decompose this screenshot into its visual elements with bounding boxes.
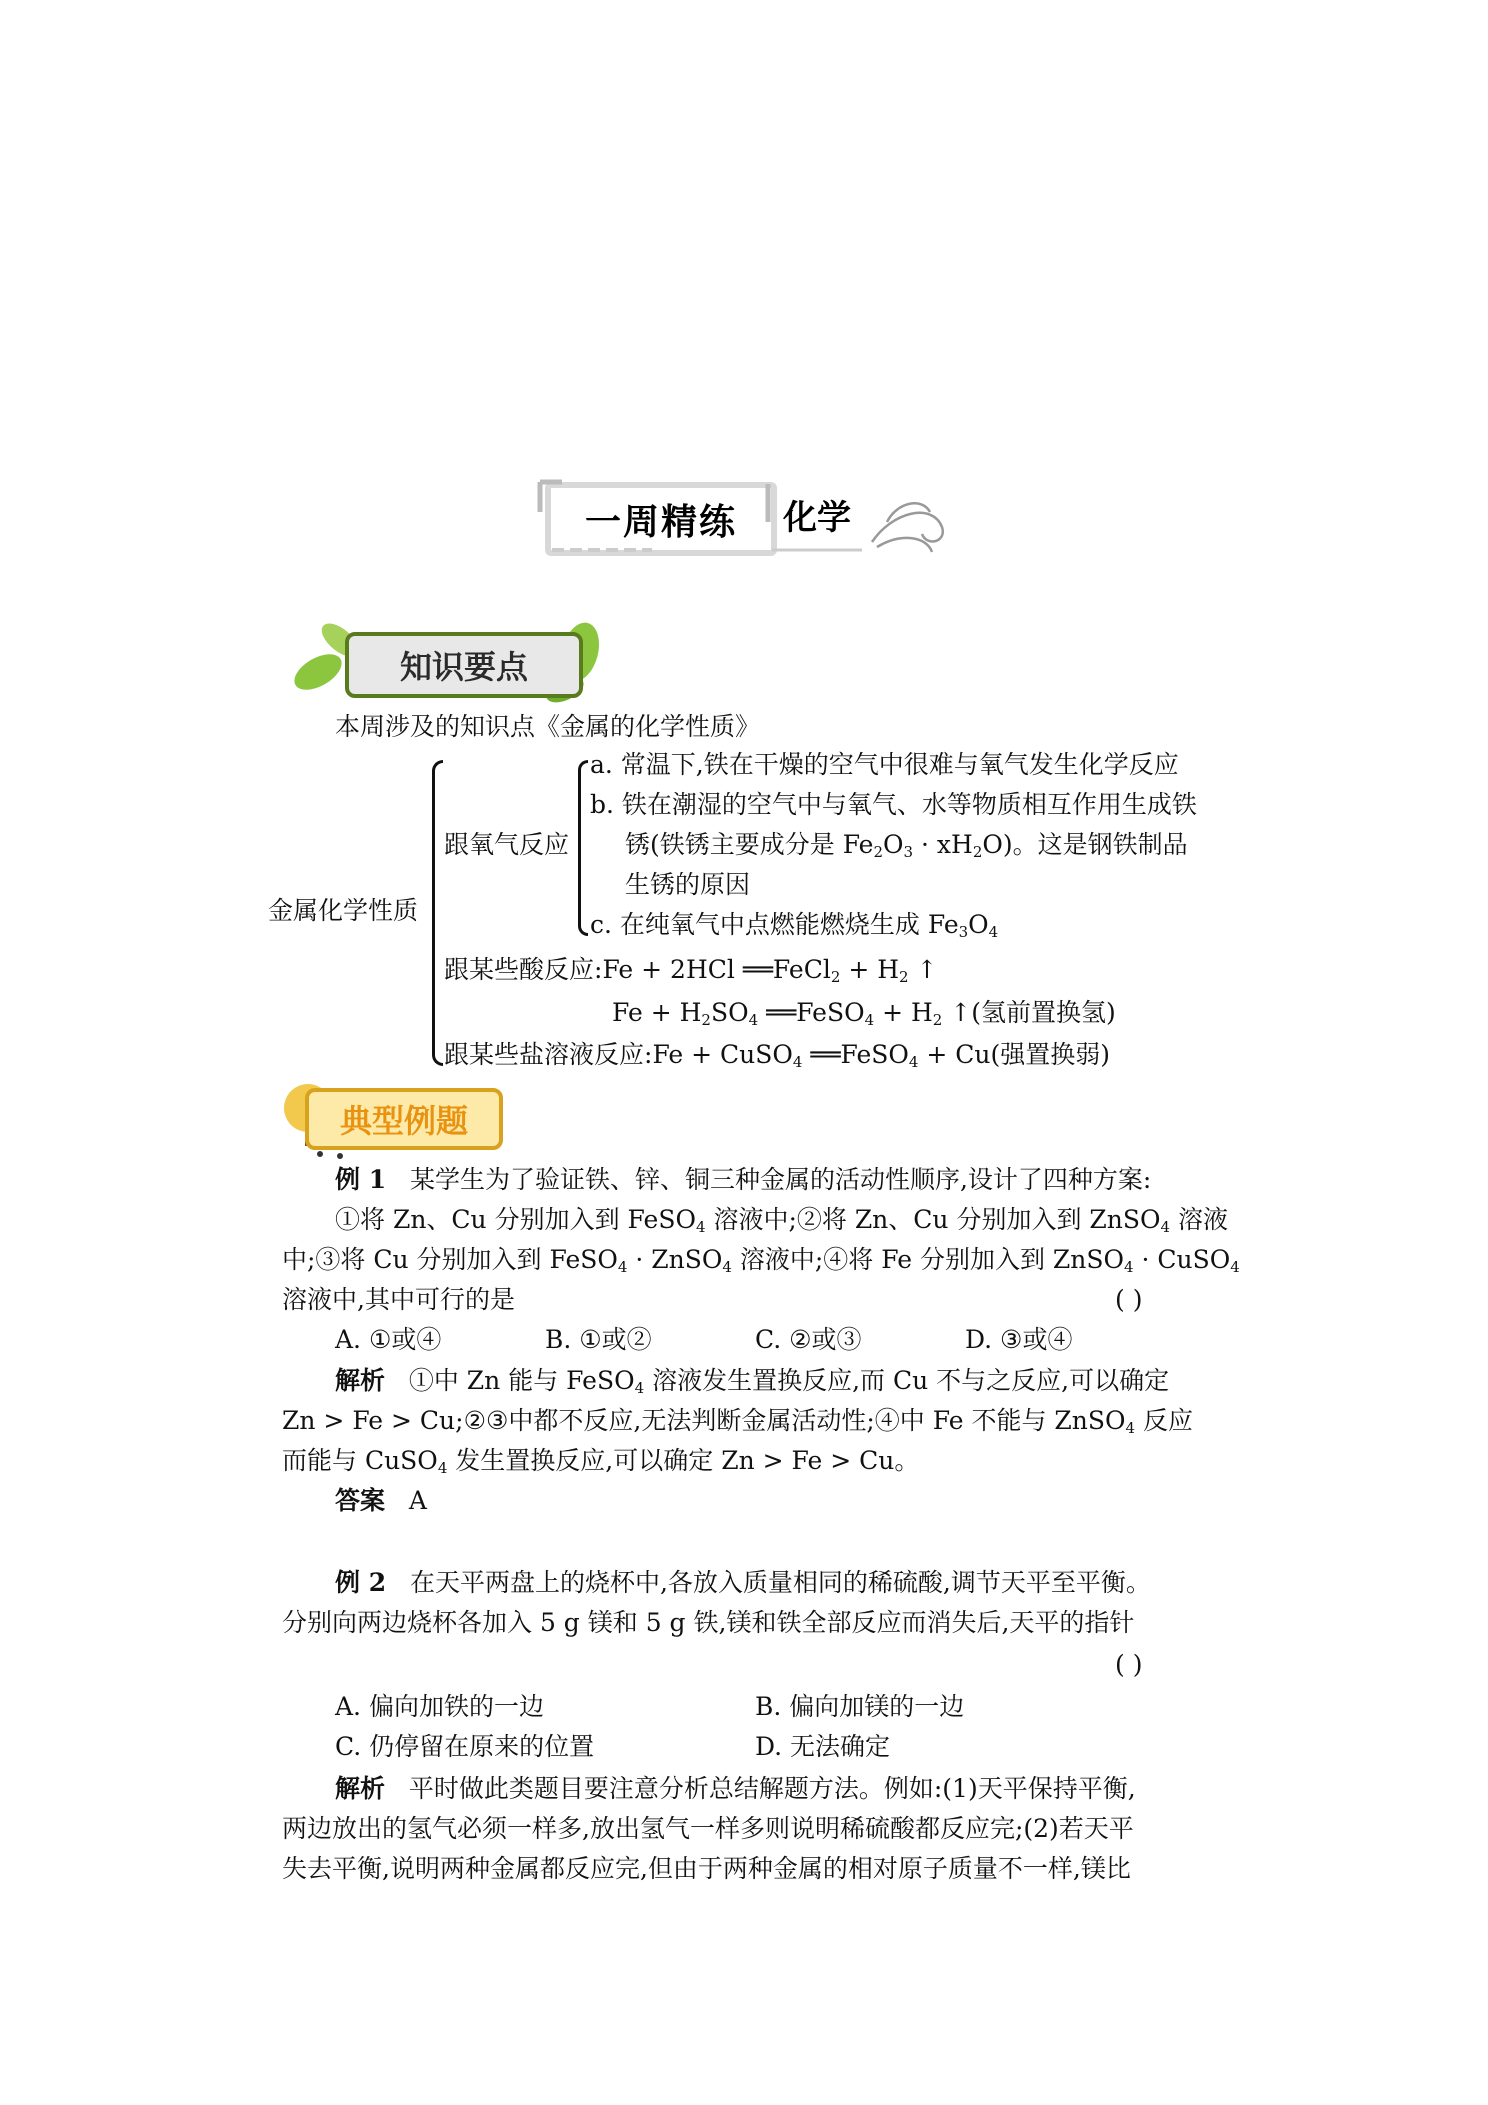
ex2-analysis-line3: 失去平衡,说明两种金属都反应完,但由于两种金属的相对原子质量不一样,镁比 (282, 1854, 1131, 1883)
ex1-analysis-line2: Zn > Fe > Cu;②③中都不反应,无法判断金属活动性;④中 Fe 不能与 ZnSO$_4$ 反应 (282, 1406, 1193, 1437)
header-title: 一周精练 (584, 501, 737, 543)
ex1-analysis-line1: 解析 ①中 Zn 能与 FeSO$_4$ 溶液发生置换反应,而 Cu 不与之反应,可以确定 (335, 1366, 1170, 1397)
tree-root-label: 金属化学性质 (268, 896, 419, 925)
ex1-label: 例 1 (335, 1165, 387, 1194)
header-subject: 化学 (783, 498, 851, 538)
oxygen-label: 跟氧气反应 (444, 830, 570, 859)
section-badge-examples-label: 典型例题 (339, 1102, 468, 1140)
ex2-option-b: B. 偏向加镁的一边 (755, 1692, 965, 1721)
ex2-option-d: D. 无法确定 (755, 1732, 891, 1761)
root-brace (432, 760, 443, 1066)
ex2-answer-paren: ( ) (1115, 1650, 1143, 1679)
oxygen-item-a: a. 常温下,铁在干燥的空气中很难与氧气发生化学反应 (590, 750, 1179, 779)
acid-reaction-2: $Fe + H_2SO_4$ ══FeSO$_4$ + $H_2$ ↑(氢前置换氢) (612, 998, 1116, 1029)
ex1-option-d: D. ③或④ (965, 1325, 1073, 1354)
ex2-analysis-line2: 两边放出的氢气必须一样多,放出氢气一样多则说明稀硫酸都反应完;(2)若天平 (282, 1814, 1134, 1843)
ex2-analysis-line1: 解析 平时做此类题目要注意分析总结解题方法。例如:(1)天平保持平衡, (335, 1774, 1136, 1803)
section-badge-knowledge-label: 知识要点 (399, 648, 528, 686)
oxygen-item-b3: 生锈的原因 (625, 870, 751, 899)
ex2-label: 例 2 (335, 1568, 387, 1597)
oxygen-item-b1: b. 铁在潮湿的空气中与氧气、水等物质相互作用生成铁 (590, 790, 1197, 819)
ex1-option-a: A. ①或④ (335, 1325, 442, 1354)
ex1-question-line3: 中;③将 Cu 分别加入到 FeSO$_4$ · ZnSO$_4$ 溶液中;④将 Fe 分别加入到 ZnSO$_4$ · CuSO$_4$ (282, 1245, 1240, 1276)
ex1-answer-label: 答案 (335, 1486, 386, 1515)
ex2-option-a: A. 偏向加铁的一边 (335, 1692, 544, 1721)
oxygen-item-c: c. 在纯氧气中点燃能燃烧生成 $Fe_3O_4$ (590, 910, 999, 941)
ex2-question-line1: 例 2 在天平两盘上的烧杯中,各放入质量相同的稀硫酸,调节天平至平衡。 (335, 1568, 1151, 1597)
ex2-option-c: C. 仍停留在原来的位置 (335, 1732, 595, 1761)
oxygen-item-b2: 锈(铁锈主要成分是 $Fe_2O_3 \cdot xH_2O$)。这是钢铁制品 (625, 830, 1188, 861)
header-decoration (532, 472, 952, 562)
knowledge-intro: 本周涉及的知识点《金属的化学性质》 (335, 712, 761, 741)
swirl-icon (872, 503, 943, 552)
oxygen-brace (578, 760, 588, 936)
salt-reaction: 跟某些盐溶液反应:Fe + CuSO$_4$ ══FeSO$_4$ + Cu(强置换弱) (444, 1040, 1111, 1071)
ex2-question-line2: 分别向两边烧杯各加入 5 g 镁和 5 g 铁,镁和铁全部反应而消失后,天平的指针 (282, 1608, 1135, 1637)
ex1-analysis-line3: 而能与 CuSO$_4$ 发生置换反应,可以确定 Zn > Fe > Cu。 (282, 1446, 920, 1477)
acid-reaction-1: 跟某些酸反应:Fe + 2HCl ══FeCl$_2$ + $H_2$ ↑ (444, 955, 938, 986)
section-badge-examples (305, 1088, 503, 1150)
ex1-question-line1: 例 1 某学生为了验证铁、锌、铜三种金属的活动性顺序,设计了四种方案: (335, 1165, 1152, 1194)
ex1-question-line4: 溶液中,其中可行的是 (282, 1285, 515, 1314)
ex1-answer: 答案 A (335, 1486, 427, 1515)
ex1-option-c: C. ②或③ (755, 1325, 862, 1354)
ex1-answer-paren: ( ) (1115, 1285, 1143, 1314)
ex1-analysis-label: 解析 (335, 1366, 386, 1395)
ex1-option-b: B. ①或② (545, 1325, 652, 1354)
ex2-analysis-label: 解析 (335, 1774, 386, 1803)
ex1-question-line2: ①将 Zn、Cu 分别加入到 FeSO$_4$ 溶液中;②将 Zn、Cu 分别加入到 ZnSO$_4$ 溶液 (335, 1205, 1229, 1236)
section-badge-knowledge (345, 632, 583, 698)
